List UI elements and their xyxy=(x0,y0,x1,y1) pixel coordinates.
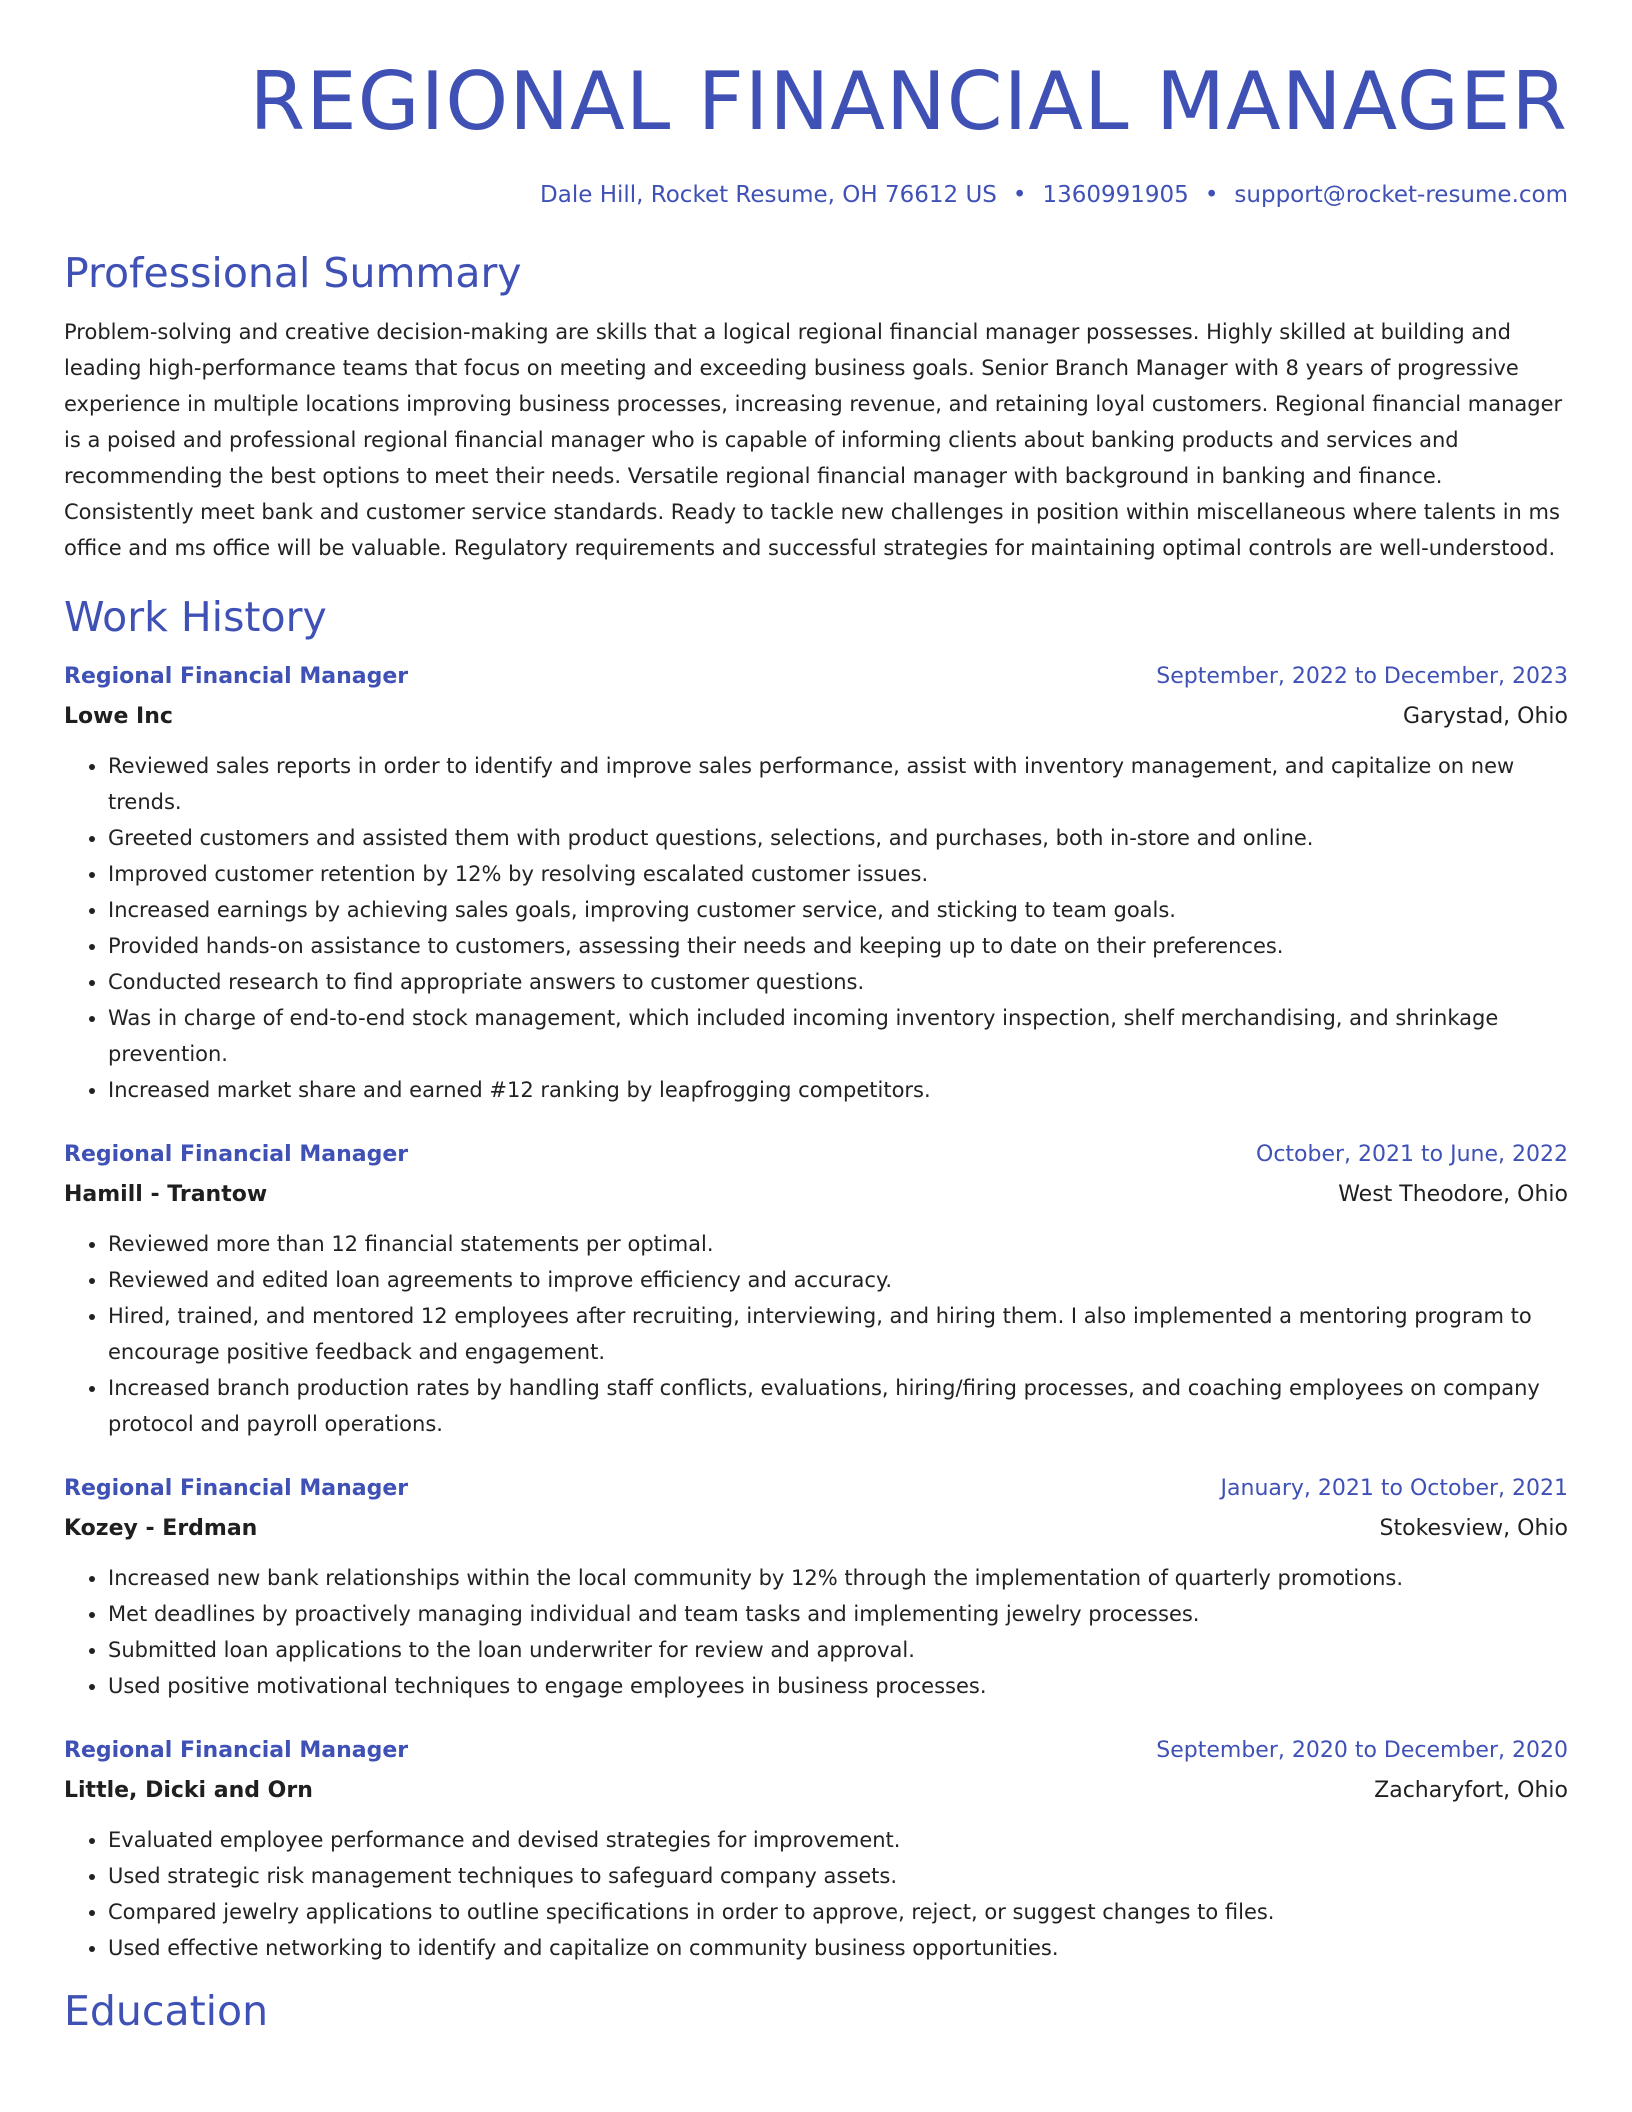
job-dates: October, 2021 to June, 2022 xyxy=(1256,1142,1568,1167)
job-dates: September, 2022 to December, 2023 xyxy=(1156,664,1568,689)
job-location: Garystad, Ohio xyxy=(1403,704,1568,729)
job-entry xyxy=(64,1736,1568,1966)
job-bullet: • Evaluated employee performance and devised strategies for improvement. xyxy=(108,1822,1568,1858)
job-entry xyxy=(64,662,1568,1108)
job-entry xyxy=(64,1474,1568,1704)
summary-heading: Professional Summary xyxy=(64,249,522,297)
contact-address: Dale Hill, Rocket Resume, OH 76612 US xyxy=(540,182,997,208)
work-history-heading: Work History xyxy=(64,593,327,641)
job-company-row xyxy=(64,702,1568,732)
education-heading: Education xyxy=(64,1987,269,2035)
job-bullets xyxy=(64,1226,1568,1442)
job-bullet: • Greeted customers and assisted them with product questions, selections, and purchases, both in-store and online. xyxy=(108,820,1568,856)
job-bullet: • Conducted research to find appropriate answers to customer questions. xyxy=(108,964,1568,1000)
job-bullet: • Improved customer retention by 12% by resolving escalated customer issues. xyxy=(108,856,1568,892)
job-bullet: • Increased new bank relationships within the local community by 12% through the implementation of quarterly promotions. xyxy=(108,1560,1568,1596)
job-bullet: • Used effective networking to identify and capitalize on community business opportunities. xyxy=(108,1930,1568,1966)
job-title: Regional Financial Manager xyxy=(64,1476,409,1501)
job-header-row xyxy=(64,1474,1568,1504)
job-bullet: • Reviewed more than 12 financial statements per optimal. xyxy=(108,1226,1568,1262)
contact-line xyxy=(64,180,1568,210)
contact-separator: • xyxy=(1012,182,1027,208)
job-company-row xyxy=(64,1514,1568,1544)
job-dates: January, 2021 to October, 2021 xyxy=(1220,1476,1568,1501)
job-bullets xyxy=(64,1560,1568,1704)
summary-text: Problem-solving and creative decision-making are skills that a logical regional financial manager possesses. Highly skilled at building and leading high-performance teams that focus on meeting and exceeding business goals. Senior Branch Manager with 8 years of progressive experience in multiple locations improving business processes, increasing revenue, and retaining loyal customers. Regional financial manager is a poised and professional regional financial manager who is capable of informing clients about banking products and services and recommending the best options to meet their needs. Versatile regional financial manager with background in banking and finance. Consistently meet bank and customer service standards. Ready to tackle new challenges in position within miscellaneous where talents in ms office and ms office will be valuable. Regulatory requirements and successful strategies for maintaining optimal controls are well-understood. xyxy=(64,320,1563,560)
job-header-row xyxy=(64,662,1568,692)
job-bullet: • Met deadlines by proactively managing individual and team tasks and implementing jewelry processes. xyxy=(108,1596,1568,1632)
contact-separator: • xyxy=(1204,182,1219,208)
job-bullet: • Used strategic risk management techniques to safeguard company assets. xyxy=(108,1858,1568,1894)
contact-email: support@rocket-resume.com xyxy=(1234,182,1568,208)
job-bullet: • Was in charge of end-to-end stock management, which included incoming inventory inspection, shelf merchandising, and shrinkage prevention. xyxy=(108,1000,1568,1072)
job-company: Little, Dicki and Orn xyxy=(64,1778,313,1803)
job-bullets xyxy=(64,1822,1568,1966)
job-title: Regional Financial Manager xyxy=(64,1738,409,1763)
job-location: Zacharyfort, Ohio xyxy=(1374,1778,1568,1803)
job-entry xyxy=(64,1140,1568,1442)
job-location: West Theodore, Ohio xyxy=(1338,1182,1568,1207)
job-bullet: • Used positive motivational techniques to engage employees in business processes. xyxy=(108,1668,1568,1704)
resume-page xyxy=(64,0,1568,2036)
job-bullet: • Increased branch production rates by handling staff conflicts, evaluations, hiring/firing processes, and coaching employees on company protocol and payroll operations. xyxy=(108,1370,1568,1442)
job-header-row xyxy=(64,1140,1568,1170)
contact-phone: 1360991905 xyxy=(1042,182,1189,208)
job-title: Regional Financial Manager xyxy=(64,1142,409,1167)
job-company: Lowe Inc xyxy=(64,704,173,729)
job-company: Kozey - Erdman xyxy=(64,1516,258,1541)
job-bullets xyxy=(64,748,1568,1108)
job-bullet: • Hired, trained, and mentored 12 employees after recruiting, interviewing, and hiring them. I also implemented a mentoring program to encourage positive feedback and engagement. xyxy=(108,1298,1568,1370)
job-bullet: • Submitted loan applications to the loan underwriter for review and approval. xyxy=(108,1632,1568,1668)
job-bullet: • Increased market share and earned #12 ranking by leapfrogging competitors. xyxy=(108,1072,1568,1108)
job-header-row xyxy=(64,1736,1568,1766)
job-company-row xyxy=(64,1180,1568,1210)
job-company: Hamill - Trantow xyxy=(64,1182,268,1207)
job-bullet: • Reviewed and edited loan agreements to improve efficiency and accuracy. xyxy=(108,1262,1568,1298)
job-bullet: • Increased earnings by achieving sales goals, improving customer service, and sticking to team goals. xyxy=(108,892,1568,928)
job-company-row xyxy=(64,1776,1568,1806)
job-bullet: • Provided hands-on assistance to customers, assessing their needs and keeping up to date on their preferences. xyxy=(108,928,1568,964)
job-bullet: • Compared jewelry applications to outline specifications in order to approve, reject, or suggest changes to files. xyxy=(108,1894,1568,1930)
job-bullet: • Reviewed sales reports in order to identify and improve sales performance, assist with inventory management, and capitalize on new trends. xyxy=(108,748,1568,820)
job-location: Stokesview, Ohio xyxy=(1379,1516,1568,1541)
resume-name: REGIONAL FINANCIAL MANAGER xyxy=(249,55,1568,148)
job-dates: September, 2020 to December, 2020 xyxy=(1156,1738,1568,1763)
job-title: Regional Financial Manager xyxy=(64,664,409,689)
